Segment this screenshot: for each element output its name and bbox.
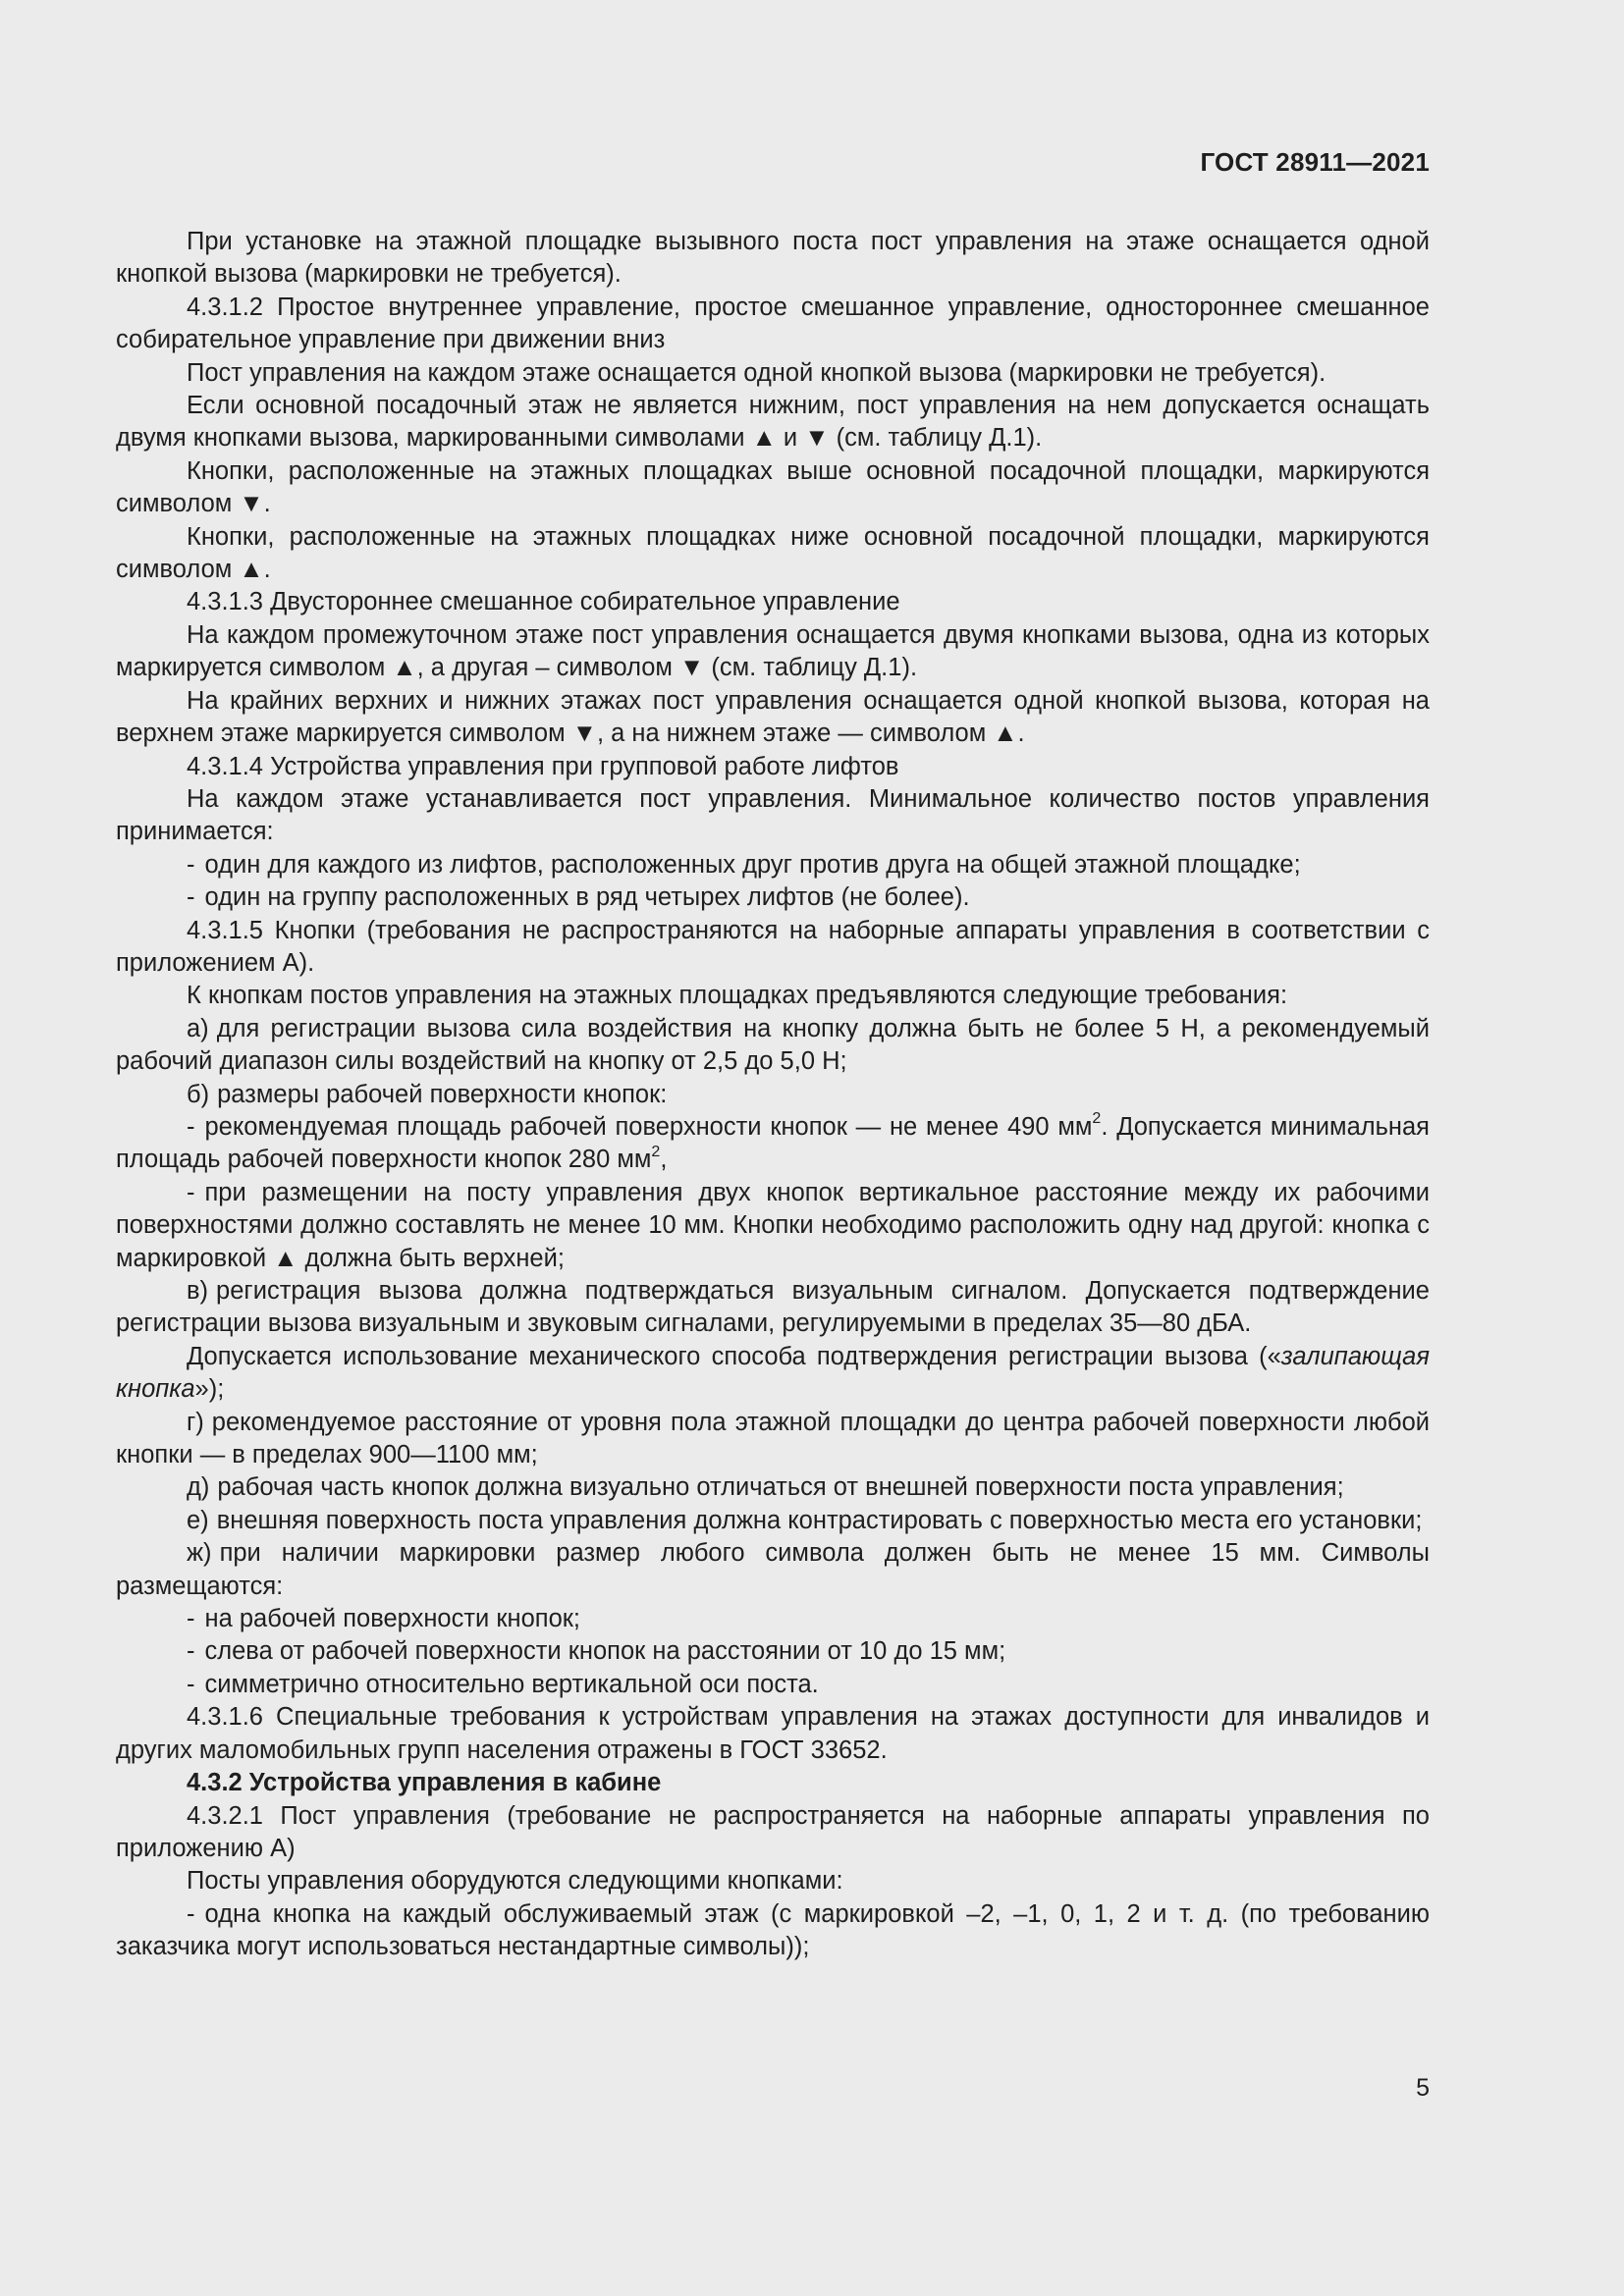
list-item-text: рабочая часть кнопок должна визуально отличаться от внешней поверхности поста управления; bbox=[217, 1473, 1344, 1502]
list-item-text: на рабочей поверхности кнопок; bbox=[204, 1605, 580, 1633]
page-number: 5 bbox=[1416, 2074, 1430, 2102]
list-item bbox=[116, 881, 1430, 914]
list-label: ж) bbox=[187, 1539, 212, 1568]
list-item-text: одна кнопка на каждый обслуживаемый этаж (с маркировкой –2, –1, 0, 1, 2 и т. д. (по требованию заказчика могут использоваться нестандартные символы)); bbox=[116, 1899, 1430, 1961]
list-item bbox=[116, 1537, 1430, 1603]
list-item-text: один для каждого из лифтов, расположенных друг против друга на общей этажной площадке; bbox=[204, 850, 1301, 879]
list-item bbox=[116, 1111, 1430, 1177]
list-item-text: при наличии маркировки размер любого символа должен быть не менее 15 мм. Символы размещаются: bbox=[116, 1539, 1430, 1600]
list-item bbox=[116, 1275, 1430, 1341]
paragraph: Кнопки, расположенные на этажных площадках выше основной посадочной площадки, маркируются символом ▼. bbox=[116, 456, 1430, 518]
list-label: а) bbox=[187, 1014, 209, 1042]
list-item-text: регистрация вызова должна подтверждаться визуальным сигналом. Допускается подтверждение регистрации вызова визуальным и звуковым сигналами, регулируемыми в пределах 35—80 дБА. bbox=[116, 1277, 1430, 1338]
paragraph-text: Допускается использование механического способа подтверждения регистрации вызова (« bbox=[187, 1342, 1281, 1370]
list-dash: - bbox=[187, 850, 195, 879]
paragraph: Пост управления на каждом этаже оснащается одной кнопкой вызова (маркировки не требуется). bbox=[187, 358, 1326, 387]
superscript: 2 bbox=[1092, 1110, 1102, 1128]
list-item bbox=[116, 849, 1430, 881]
paragraph: К кнопкам постов управления на этажных площадках предъявляются следующие требования: bbox=[187, 982, 1288, 1010]
paragraph bbox=[116, 1341, 1430, 1407]
list-label: е) bbox=[187, 1506, 209, 1534]
paragraph: На каждом промежуточном этаже пост управления оснащается двумя кнопками вызова, одна из которых маркируется символом ▲, а другая – символом ▼ (см. таблицу Д.1). bbox=[116, 620, 1430, 682]
section-heading-4-3-1-2: 4.3.1.2 Простое внутреннее управление, простое смешанное управление, одностороннее смешанное собирательное управление при движении вниз bbox=[116, 293, 1430, 354]
document-body bbox=[116, 226, 1430, 1964]
list-dash: - bbox=[187, 1605, 195, 1633]
list-item-text: рекомендуемая площадь рабочей поверхности кнопок — не менее 490 мм bbox=[204, 1112, 1093, 1141]
list-item-text: один на группу расположенных в ряд четырех лифтов (не более). bbox=[204, 883, 970, 912]
list-item bbox=[116, 1079, 1430, 1111]
list-label: в) bbox=[187, 1277, 209, 1305]
paragraph: На каждом этаже устанавливается пост управления. Минимальное количество постов управления принимается: bbox=[116, 784, 1430, 846]
list-item-text: рекомендуемое расстояние от уровня пола этажной площадки до центра рабочей поверхности любой кнопки — в пределах 900—1100 мм; bbox=[116, 1408, 1430, 1469]
list-item-text: внешняя поверхность поста управления должна контрастировать с поверхностью места его установки; bbox=[216, 1506, 1423, 1534]
list-dash: - bbox=[187, 883, 195, 912]
list-dash: - bbox=[187, 1670, 195, 1698]
paragraph-text: »); bbox=[194, 1375, 225, 1404]
list-item-text: симметрично относительно вертикальной оси поста. bbox=[204, 1670, 819, 1698]
list-item bbox=[116, 1505, 1430, 1537]
list-item-text: для регистрации вызова сила воздействия на кнопку должна быть не более 5 Н, а рекомендуемый рабочий диапазон силы воздействий на кнопку от 2,5 до 5,0 Н; bbox=[116, 1014, 1430, 1076]
list-item bbox=[116, 1603, 1430, 1635]
paragraph: Посты управления оборудуются следующими кнопками: bbox=[187, 1867, 843, 1896]
list-item bbox=[116, 1635, 1430, 1668]
list-item bbox=[116, 1898, 1430, 1964]
list-item-text: . Допускается минимальная площадь рабочей поверхности кнопок 280 мм bbox=[116, 1112, 1430, 1174]
section-heading-4-3-2: 4.3.2 Устройства управления в кабине bbox=[187, 1769, 662, 1797]
paragraph: При установке на этажной площадке вызывного поста пост управления на этаже оснащается одной кнопкой вызова (маркировки не требуется). bbox=[116, 228, 1430, 289]
list-item bbox=[116, 1407, 1430, 1472]
paragraph: На крайних верхних и нижних этажах пост управления оснащается одной кнопкой вызова, которая на верхнем этаже маркируется символом ▼, а на нижнем этаже — символом ▲. bbox=[116, 686, 1430, 748]
list-item-text: при размещении на посту управления двух кнопок вертикальное расстояние между их рабочими поверхностями должно составлять не менее 10 мм. Кнопки необходимо расположить одну над другой: кнопка с маркировкой ▲ должна быть верхней; bbox=[116, 1178, 1430, 1272]
superscript: 2 bbox=[651, 1143, 661, 1160]
list-item bbox=[116, 1669, 1430, 1701]
section-heading-4-3-1-6: 4.3.1.6 Специальные требования к устройствам управления на этажах доступности для инвалидов и других маломобильных групп населения отражены в ГОСТ 33652. bbox=[116, 1703, 1430, 1764]
document-header-standard-id: ГОСТ 28911—2021 bbox=[1200, 147, 1430, 177]
list-label: б) bbox=[187, 1080, 210, 1108]
paragraph: Кнопки, расположенные на этажных площадках ниже основной посадочной площадки, маркируются символом ▲. bbox=[116, 522, 1430, 584]
list-dash: - bbox=[187, 1637, 195, 1666]
list-dash: - bbox=[187, 1112, 195, 1141]
list-item bbox=[116, 1177, 1430, 1275]
italic-term: залипающая кнопка bbox=[116, 1342, 1430, 1404]
list-item-text: , bbox=[660, 1146, 668, 1174]
list-label: д) bbox=[187, 1473, 210, 1502]
list-item bbox=[116, 1013, 1430, 1079]
paragraph: Если основной посадочный этаж не является нижним, пост управления на нем допускается оснащать двумя кнопками вызова, маркированными символами ▲ и ▼ (см. таблицу Д.1). bbox=[116, 392, 1430, 453]
section-heading-4-3-1-5: 4.3.1.5 Кнопки (требования не распространяются на наборные аппараты управления в соответствии с приложением А). bbox=[116, 916, 1430, 977]
list-item-text: размеры рабочей поверхности кнопок: bbox=[217, 1080, 668, 1108]
list-dash: - bbox=[187, 1178, 195, 1206]
section-heading-4-3-2-1: 4.3.2.1 Пост управления (требование не распространяется на наборные аппараты управления по приложению А) bbox=[116, 1801, 1430, 1862]
section-heading-4-3-1-3: 4.3.1.3 Двустороннее смешанное собирательное управление bbox=[187, 588, 900, 616]
list-label: г) bbox=[187, 1408, 204, 1436]
section-heading-4-3-1-4: 4.3.1.4 Устройства управления при групповой работе лифтов bbox=[187, 752, 899, 780]
list-item-text: слева от рабочей поверхности кнопок на расстоянии от 10 до 15 мм; bbox=[204, 1637, 1006, 1666]
list-dash: - bbox=[187, 1899, 195, 1928]
list-item bbox=[116, 1471, 1430, 1504]
